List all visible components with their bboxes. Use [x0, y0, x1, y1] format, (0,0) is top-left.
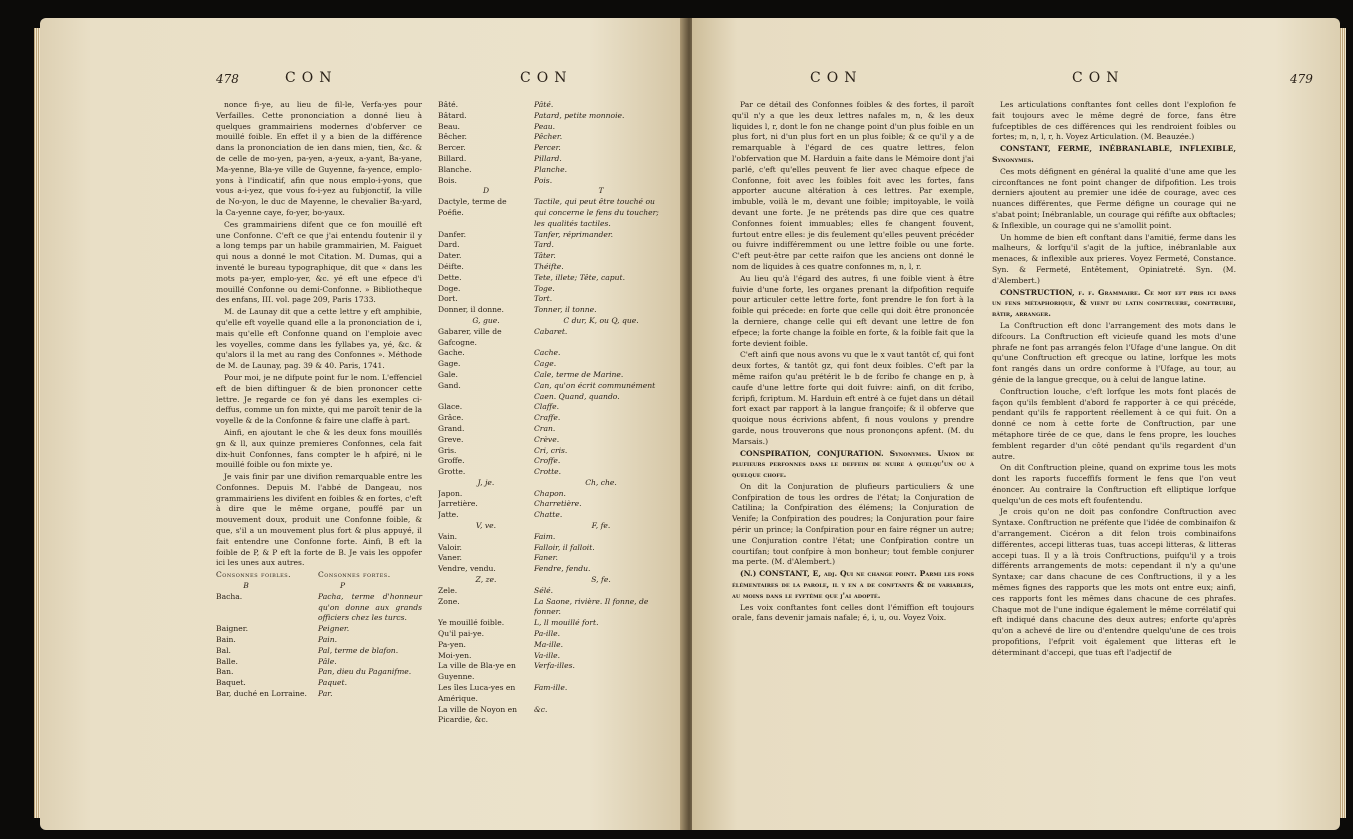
- table-header: [216, 570, 422, 581]
- strong-word: Peigner.: [318, 624, 350, 634]
- list-item: [438, 510, 668, 521]
- strong-word: Pacha, terme d'honneur qu'on donne aux grands officiers chez les turcs.: [318, 591, 422, 623]
- weak-word: Bêcher.: [438, 132, 467, 142]
- weak-word: Baquet.: [216, 678, 246, 688]
- table-row: [216, 667, 422, 678]
- list-item: [438, 651, 668, 662]
- list-item: [438, 489, 668, 500]
- list-item: [438, 424, 668, 435]
- weak-word: Groffe.: [438, 456, 465, 466]
- list-item: [438, 661, 668, 683]
- strong-word: Tanfer, réprimander.: [534, 229, 614, 239]
- table-row: [216, 635, 422, 646]
- list-item: [438, 359, 668, 370]
- running-header-left-col2: CON: [520, 70, 573, 86]
- strong-word: Pan, dieu du Paganifme.: [318, 667, 412, 677]
- list-item: [438, 532, 668, 543]
- weak-word: Greve.: [438, 434, 464, 444]
- table-row: [216, 689, 422, 700]
- weak-word: Gabarer, ville de Gafcogne.: [438, 326, 502, 347]
- list-item: [438, 683, 668, 705]
- paragraph: Par ce détail des Confonnes foibles & des fortes, il paroît qu'il n'y a que les deux lettres nafales m, n, & les deux liquides l, r, dont le fon ne change point d'un plus foible en un plus fort, ni d'un plus fort en un plus foible; & ce qu'il y a de remarquable à l'égard de ces quatre lettres, felon l'obfervation que M. Harduin a faite dans le Mémoire dont j'ai parlé, c'eft qu'elles peuvent fe lier avec chaque efpece de Confonne, foit avec les foibles foit avec les fortes, fans apporter aucune altération à ces lettres. Par exemple, imbuble, voilà le m, devant une foible; impitoyable, le voilà devant une forte. Je ne prétends pas dire que ces quatre Confonnes foient immuables; elles fe changent fouvent, furtout entre elles: je dis feulement qu'elles peuvent précéder ou fuivre indifféremment ou une lettre foible ou une forte. C'eft peut-être par cette raifon que les anciens ont donné le nom de liquides à ces quatre confonnes m, n, l, r.: [732, 100, 974, 271]
- strong-word: Va-ille.: [534, 650, 561, 660]
- paragraph: Ces grammairiens difent que ce fon mouillé eft une Confonne. C'eft ce que j'ai entendu foutenir il y a long temps par un habile grammairien, M. Faiguet qui nous a donné le mot Citation. M. Dumas, qui a inventé le bureau typographique, dit que « dans les mots pa-yer, emplo-yer, &c. yé eft une efpece d'i mouillé Confonne ou demi-Confonne. » Bibliotheque des enfans, III. vol. page 209, Paris 1733.: [216, 219, 422, 305]
- strong-word: C dur, K, ou Q, que.: [563, 315, 639, 325]
- list-item: [438, 240, 668, 251]
- weak-word: Vendre, vendu.: [438, 564, 496, 574]
- weak-word: Ban.: [216, 667, 234, 677]
- list-item: [438, 640, 668, 651]
- strong-word: Patard, petite monnoie.: [534, 110, 625, 120]
- list-item: [438, 111, 668, 122]
- list-item: [438, 100, 668, 111]
- weak-word: Bâté.: [438, 100, 459, 109]
- weak-word: Les îles Luca-yes en Amérique.: [438, 683, 516, 703]
- letter-heading-row: [438, 478, 668, 489]
- strong-word: Planche.: [534, 164, 568, 174]
- list-item: [438, 435, 668, 446]
- list-item: [438, 446, 668, 457]
- weak-word: Zele.: [438, 585, 458, 595]
- strong-word: Peau.: [534, 121, 556, 131]
- weak-word: Zone.: [438, 596, 460, 606]
- weak-word: Gache.: [438, 348, 465, 358]
- list-item: [438, 284, 668, 295]
- list-item: [438, 705, 668, 727]
- strong-word: Crotte.: [534, 467, 562, 477]
- list-item: [438, 143, 668, 154]
- paragraph: Au lieu qu'à l'égard des autres, fi une foible vient à être fuivie d'une forte, les organes prenant la difpofition requife pour articuler cette lettre forte, font prendre le fon fort à la foible qui précede: en forte que celle qui doit être prononcée la derniere, change celle qui eft devant une lettre de fon efpece; la forte change la foible en forte, & la foible fait que la forte devient foible.: [732, 273, 974, 348]
- weak-word: Jarretière.: [438, 499, 478, 509]
- weak-word: Gale.: [438, 369, 458, 379]
- strong-word: Sélé.: [534, 585, 554, 595]
- running-header-right-col1: CON: [810, 70, 863, 86]
- list-item: [438, 456, 668, 467]
- paragraph: Les articulations conftantes font celles dont l'explofion fe fait toujours avec le même degré de force, fans être fufceptibles de ces différences qui les rendroient foibles ou fortes; m, n, l, r, h. Voyez Articulation. (M. Beauzée.): [992, 100, 1236, 142]
- strong-word: Chapon.: [534, 488, 566, 498]
- paragraph: Ainfi, en ajoutant le che & les deux fons mouillés gn & ll, aux quinze premieres Confonnes, cela fait dix-huit Confonnes, fans compter le h afpiré, ni le mouillé foible ou fon mixte ye.: [216, 427, 422, 470]
- strong-word: Faner.: [534, 553, 558, 563]
- list-item: [438, 499, 668, 510]
- weak-word: Bain.: [216, 635, 236, 645]
- strong-word: Cache.: [534, 348, 561, 358]
- strong-word: &c.: [534, 704, 548, 714]
- strong-word: Pa-ille.: [534, 629, 561, 639]
- paragraph: On dit Conftruction pleine, quand on exprime tous les mots dont les raports fucceffifs forment le fens que l'on veut énoncer. Au contraire la Conftruction eft elliptique lorfque quelqu'un de ces mots eft foufentendu.: [992, 463, 1236, 505]
- weak-word: Grâce.: [438, 413, 464, 423]
- weak-word: Gand.: [438, 380, 461, 390]
- paragraph: C'eft ainfi que nous avons vu que le x vaut tantôt cf, qui font deux fortes, & tantôt gz, qui font deux foibles. C'eft par la même raifon qu'au prétérit le b de fcribo fe change en p, à caufe d'une lettre forte qui doit fuivre: ainfi, on dit fcribo, fcripfi, fcriptum. M. Harduin eft entré à ce fujet dans un détail fort exact par rapport à la langue françoife; & il obferve que quoique nous écrivions abfent, fi nous voulons y prendre garde, nous trouverons que nous prononçons apfent. (M. du Marsais.): [732, 350, 974, 446]
- list-item: [438, 251, 668, 262]
- weak-word: Doge.: [438, 283, 461, 293]
- list-item: [438, 629, 668, 640]
- col-header-strong: Consonnes fortes.: [318, 570, 391, 580]
- running-header-left: CON: [285, 70, 338, 86]
- weak-word: Gage.: [438, 359, 461, 369]
- strong-word: Pois.: [534, 175, 553, 185]
- left-column-text: [216, 100, 422, 700]
- weak-word: Bal.: [216, 645, 231, 655]
- strong-word: Pêcher.: [534, 132, 563, 142]
- list-item: [438, 618, 668, 629]
- strong-word: Tâter.: [534, 251, 556, 261]
- paragraph: La Conftruction eft donc l'arrangement des mots dans le difcours. La Conftruction eft vicieufe quand les mots d'une phrafe ne font pas arrangés felon l'Ufage d'une langue. On dit qu'une Conftruction eft grecque ou latine, lorfque les mots font rangés dans un ordre conforme à l'Ufage, au tour, au génie de la langue grecque, ou à celui de langue latine.: [992, 320, 1236, 384]
- weak-word: D: [482, 186, 490, 196]
- weak-word: Valoir.: [438, 542, 462, 552]
- strong-word: Fam-ille.: [534, 683, 568, 693]
- strong-word: Toge.: [534, 283, 555, 293]
- strong-word: Tactile, qui peut être touché ou qui concerne le fens du toucher; les qualités tactiles.: [534, 197, 659, 228]
- strong-word: Cri, cris.: [534, 445, 568, 455]
- list-item: [438, 197, 668, 229]
- strong-word: Charretière.: [534, 499, 582, 509]
- weak-word: Vaner.: [438, 553, 462, 563]
- weak-word: Bois.: [438, 175, 457, 185]
- weak-word: Japon.: [438, 488, 463, 498]
- strong-word: Fendre, fendu.: [534, 564, 591, 574]
- weak-word: Blanche.: [438, 164, 472, 174]
- letter-heading-row: [438, 316, 668, 327]
- strong-word: Pal, terme de blafon.: [318, 645, 399, 655]
- strong-word: S, fe.: [591, 575, 611, 585]
- list-item: [438, 327, 668, 349]
- paragraph: Pour moi, je ne difpute point fur le nom. L'effenciel eft de bien diftinguer & de bien prononcer cette lettre. Je regarde ce fon yé dans les exemples ci-deffus, comme un fon mixte, qui me paroît tenir de la voyelle & de la Confonne & faire une claffe à part.: [216, 372, 422, 426]
- weak-word: Qu'il pai-ye.: [438, 629, 485, 639]
- weak-word: Baigner.: [216, 624, 248, 634]
- table-row: [216, 646, 422, 657]
- weak-word: Dort.: [438, 294, 458, 304]
- page-number-left: 478: [216, 72, 239, 86]
- weak-word: Bar, duché en Lorraine.: [216, 689, 307, 699]
- weak-word: Déifte.: [438, 261, 464, 271]
- table-body: [216, 592, 422, 700]
- weak-word: Z, ze.: [475, 575, 497, 585]
- weak-word: Danfer.: [438, 229, 467, 239]
- weak-word: Vain.: [438, 531, 458, 541]
- list-item: [438, 262, 668, 273]
- strong-word: Crève.: [534, 434, 560, 444]
- table-row: [216, 678, 422, 689]
- weak-word: Beau.: [438, 121, 460, 131]
- list-item: [438, 467, 668, 478]
- left-page: [40, 18, 686, 830]
- paragraph: Un homme de bien eft conftant dans l'amitié, ferme dans les malheurs, & lorfqu'il s'agit de la juftice, inébranlable aux menaces, & inflexible aux prieres. Voyez Fermeté, Constance. Syn. & Fermeté, Entêtement, Opiniatreté. Syn. (M. d'Alembert.): [992, 232, 1236, 285]
- list-item: [438, 370, 668, 381]
- strong-word: Chatte.: [534, 510, 563, 520]
- strong-word: Cabaret.: [534, 326, 568, 336]
- weak-word: Bâtard.: [438, 110, 467, 120]
- strong-word: Cage.: [534, 359, 557, 369]
- paragraph: CONSTRUCTION, f. f. Grammaire. Ce mot eft pris ici dans un fens métaphorique, & vient du latin conftruere, conftruire, bâtir, arranger.: [992, 287, 1236, 319]
- list-item: [438, 413, 668, 424]
- weak-word: Bacha.: [216, 591, 243, 601]
- right-column-b: [992, 100, 1236, 660]
- list-item: [438, 305, 668, 316]
- weak-word: Jatte.: [438, 510, 459, 520]
- word-pair-list: [438, 100, 668, 726]
- list-item: [438, 273, 668, 284]
- list-item: [438, 586, 668, 597]
- strong-word: Cran.: [534, 423, 556, 433]
- table-row: [216, 657, 422, 668]
- weak-word: J, je.: [477, 477, 495, 487]
- strong-word: Croffe.: [534, 456, 561, 466]
- paragraph: M. de Launay dit que a cette lettre y eft amphibie, qu'elle eft voyelle quand elle a la prononciation de i, mais qu'elle eft Confonne quand on l'emploie avec les voyelles, comme dans les fyllabes ya, yé, &c. & qu'alors il la met au rang des Confonnes ». Méthode de M. de Launay, pag. 39 & 40. Paris, 1741.: [216, 307, 422, 371]
- strong-word: Pâle.: [318, 656, 337, 666]
- strong-word: Tete, illete; Tête, caput.: [534, 272, 625, 282]
- list-item: [438, 381, 668, 403]
- list-item: [438, 122, 668, 133]
- strong-word: Paquet.: [318, 678, 348, 688]
- strong-word: Can, qu'on écrit communément Caen. Quand, quando.: [534, 380, 656, 401]
- page-number-right: 479: [1290, 72, 1313, 86]
- strong-word: Pillard.: [534, 153, 562, 163]
- strong-word: Pâté.: [534, 100, 554, 109]
- strong-word: Théifte.: [534, 261, 564, 271]
- weak-word: Dard.: [438, 240, 460, 250]
- col-header-weak: Consonnes foibles.: [216, 570, 292, 580]
- strong-word: Cale, terme de Marine.: [534, 369, 624, 379]
- list-item: [438, 348, 668, 359]
- paragraph: Je crois qu'on ne doit pas confondre Conftruction avec Syntaxe. Conftruction ne préfente que l'idée de combinaifon & d'arrangement. Cicéron a dit felon trois combinaifons différentes, accepi litteras tuas, tuas accepi litteras, & litteras accepi tuas. Il y a là trois Conftructions, puifqu'il y a trois différents arrangements de mots: cependant il n'y a qu'une Syntaxe; car dans chacune de ces Conftructions, il y a les mêmes fignes des rapports que les mots ont entre eux; ainfi, ces rapports font les mêmes dans chacune de ces phrafes. Chaque mot de l'une indique également le même corrélatif qui eft indiqué dans chacune des deux autres; enforte qu'après qu'on a achevé de lire ou d'entendre quelqu'une de ces trois propofitions, l'efprit voit également que litteras eft le déterminant d'accepi, que tuas eft l'adjectif de: [992, 507, 1236, 657]
- strong-word: Pain.: [318, 635, 338, 645]
- table-letters: [216, 581, 422, 592]
- weak-word: Grand.: [438, 423, 465, 433]
- paragraph: (N.) CONSTANT, E, adj. Qui ne change point. Parmi les fons élémentaires de la parole, il y en a de conftants & de variables, au moins dans le fyftême que j'ai adopté.: [732, 569, 974, 600]
- strong-word: L, ll mouillé fort.: [534, 618, 599, 628]
- running-header-right: CON: [1072, 70, 1125, 86]
- list-item: [438, 165, 668, 176]
- weak-word: Glace.: [438, 402, 463, 412]
- strong-word: Tard.: [534, 240, 554, 250]
- weak-word: Grotte.: [438, 467, 466, 477]
- table-row: [216, 592, 422, 624]
- strong-word: Ma-ille.: [534, 639, 564, 649]
- open-book: [40, 18, 1340, 830]
- list-item: [438, 553, 668, 564]
- strong-word: Percer.: [534, 143, 561, 153]
- strong-word: La Saone, rivière. Il fonne, de fonner.: [534, 596, 649, 617]
- strong-word: Verfa-illes.: [534, 661, 575, 671]
- strong-word: Craffe.: [534, 413, 561, 423]
- paragraph: Ces mots défignent en général la qualité d'une ame que les circonftances ne font point changer de difpofition. Les trois derniers ajoutent au premier une idée de courage, avec ces nuances différentes, que Ferme défigne un courage qui ne s'abat point; Inébranlable, un courage qui réfifte aux obftacles; & Inflexible, un courage qui ne s'amollit point.: [992, 166, 1236, 230]
- list-item: [438, 132, 668, 143]
- list-item: [438, 294, 668, 305]
- weak-word: Billard.: [438, 153, 467, 163]
- weak-word: G, gue.: [472, 315, 500, 325]
- weak-word: Gris.: [438, 445, 457, 455]
- weak-word: La ville de Noyon en Picardie, &c.: [438, 704, 518, 725]
- weak-word: Balle.: [216, 656, 238, 666]
- consonant-table: [216, 570, 422, 700]
- right-page: [692, 18, 1340, 830]
- list-item: [438, 564, 668, 575]
- weak-word: Dactyle, terme de Poéfie.: [438, 197, 507, 217]
- weak-word: Moi-yen.: [438, 650, 472, 660]
- weak-word: V, ve.: [475, 521, 497, 531]
- strong-word: Claffe.: [534, 402, 560, 412]
- table-row: [216, 624, 422, 635]
- weak-word: Pa-yen.: [438, 639, 466, 649]
- letter-heading-row: [438, 186, 668, 197]
- strong-word: Ch, che.: [585, 477, 617, 487]
- strong-word: T: [598, 186, 604, 196]
- letter-strong: P: [340, 581, 346, 591]
- letter-heading-row: [438, 575, 668, 586]
- right-column-a: [732, 100, 974, 625]
- list-item: [438, 176, 668, 187]
- list-item: [438, 543, 668, 554]
- strong-word: Tort.: [534, 294, 553, 304]
- weak-word: Bercer.: [438, 143, 466, 153]
- paragraph: Les voix conftantes font celles dont l'émiffion eft toujours orale, fans devenir jamais nafale; é, i, u, ou. Voyez Voix.: [732, 602, 974, 623]
- weak-word: Ye mouillé foible.: [438, 618, 505, 628]
- letter-weak: B: [243, 581, 249, 591]
- list-item: [438, 230, 668, 241]
- paragraph: CONSTANT, FERME, INÉBRANLABLE, INFLEXIBLE, Synonymes.: [992, 144, 1236, 164]
- strong-word: Faim.: [534, 531, 556, 541]
- paragraph: nonce fi-ye, au lieu de fil-le, Verfa-yes pour Verfailles. Cette prononciation a donné lieu à quelques grammairiens modernes d'obferver ce mouillé foible. En effet il y a bien de la différence dans la prononciation de ien dans mien, tien, &c. & de celle de mo-yen, pa-yen, a-yeux, a-yant, Ba-yane, Ma-yenne, Bla-ye ville de Guyenne, fa-yence, emplo-yons à l'indicatif, afin que nous emplo-i-yons, que vous a-i-yez, que vous fo-i-yez au fubjonctif, la ville de No-yon, le duc de Mayenne, le chevalier Ba-yard, la Ca-yenne caye, fo-yer, bo-yaux.: [216, 100, 422, 217]
- paragraph: Conftruction louche, c'eft lorfque les mots font placés de façon qu'ils femblent d'abord fe rapporter à ce qui précéde, pendant qu'ils fe rapportent réellement à ce qui fuit. On a donné ce nom à cette forte de Conftruction, par une métaphore tirée de ce que, dans le fens propre, les louches femblent regarder d'un côté pendant qu'ils regardent d'un autre.: [992, 386, 1236, 461]
- strong-word: Par.: [318, 689, 333, 699]
- strong-word: F, fe.: [591, 521, 611, 531]
- list-item: [438, 597, 668, 619]
- weak-word: Donner, il donne.: [438, 305, 504, 315]
- weak-word: Dette.: [438, 272, 462, 282]
- weak-word: Dater.: [438, 251, 462, 261]
- strong-word: Falloir, il falloit.: [534, 542, 595, 552]
- list-item: [438, 154, 668, 165]
- paragraph: Je vais finir par une divifion remarquable entre les Confonnes. Depuis M. l'abbé de Dangeau, nos grammairiens les divifent en foibles & en fortes, c'eft à dire que le même organe, pouffé par un mouvement doux, produit une Confonne foible, & que, s'il a un mouvement plus fort & plus appuyé, il fait entendre une Confonne forte. Ainfi, B eft la foible de P, & P eft la forte de B. Je vais les oppofer ici les unes aux autres.: [216, 472, 422, 568]
- paragraph: CONSPIRATION, CONJURATION. Synonymes. Union de plufieurs perfonnes dans le deffein de nuire à quelqu'un ou à quelque chofe.: [732, 448, 974, 480]
- paragraph: On dit la Conjuration de plufieurs particuliers & une Confpiration de tous les ordres de l'état; la Conjuration de Catilina; la Confpiration des élémens; la Conjuration de Venife; la Confpiration des poudres; la Conjuration pour faire périr un prince; la Confpiration pour en faire régner un autre; une Conjuration contre l'état; une Confpiration contre un courtifan; tout confpire à mon bonheur; tout femble conjurer ma perte. (M. d'Alembert.): [732, 481, 974, 567]
- weak-word: La ville de Bla-ye en Guyenne.: [438, 661, 516, 682]
- letter-heading-row: [438, 521, 668, 532]
- strong-word: Tonner, il tonne.: [534, 305, 597, 315]
- list-item: [438, 402, 668, 413]
